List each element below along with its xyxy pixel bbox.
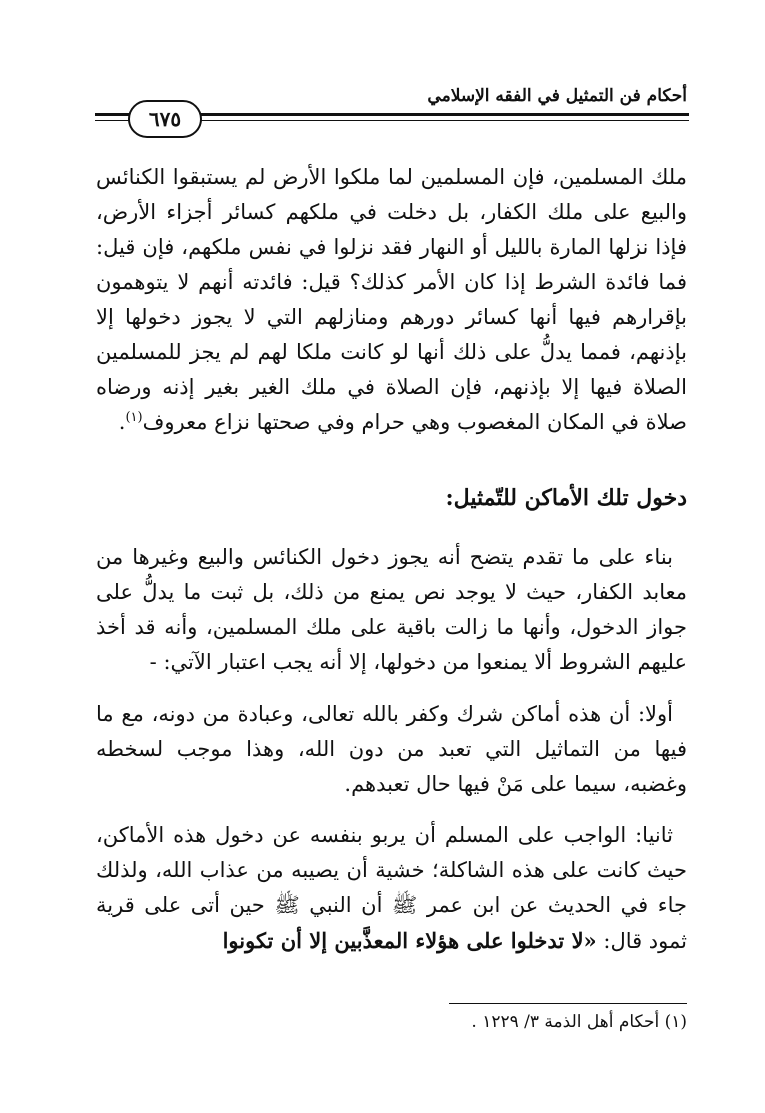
paragraph-4 bbox=[96, 818, 687, 959]
paragraph-2-text: بناء على ما تقدم يتضح أنه يجوز دخول الكنائس والبيع وغيرها من معابد الكفار، حيث لا يوجد نص يمنع من ذلك، بل ثبت ما يدلُّ على جواز الدخول، وأنها ما زالت باقية على ملك المسلمين، وأنه قد أخذ عليهم الشروط ألا يمنعوا من دخولها، إلا أنه يجب اعتبار الآتي: - bbox=[96, 545, 687, 674]
page-number: ٦٧٥ bbox=[128, 100, 202, 138]
footnote: (١) أحكام أهل الذمة ٣/ ١٢٢٩ . bbox=[471, 1012, 687, 1032]
footnote-marker: (١) bbox=[125, 410, 143, 425]
header-rule-left-thin bbox=[95, 120, 128, 121]
footnote-separator bbox=[449, 1003, 687, 1004]
paragraph-1-text: ملك المسلمين، فإن المسلمين لما ملكوا الأرض لم يستبقوا الكنائس والبيع على ملك الكفار، بل دخلت في ملكهم كسائر أجزاء الأرض، فإذا نزلها المارة بالليل أو النهار فقد نزلوا في نفس ملكهم، فإن قيل: فما فائدة الشرط إذا كان الأمر كذلك؟ قيل: فائدته أنهم لا يتوهمون بإقرارهم فيها أنها كسائر دورهم ومنازلهم التي لا يجوز دخولها إلا بإذنهم، فمما يدلُّ على ذلك أنها لو كانت ملكا لهم لم يجز للمسلمين الصلاة فيها إلا بإذنهم، فإن الصلاة في ملك الغير بغير إذنه ورضاه صلاة في المكان المغصوب وهي حرام وفي صحتها نزاع معروف bbox=[96, 165, 687, 434]
section-heading: دخول تلك الأماكن للتّمثيل: bbox=[445, 485, 687, 511]
paragraph-1-end: . bbox=[118, 410, 126, 434]
running-header-title: أحكام فن التمثيل في الفقه الإسلامي bbox=[427, 86, 687, 106]
paragraph-3 bbox=[96, 697, 687, 802]
header-rule-left-thick bbox=[95, 113, 128, 116]
paragraph-4-text: ثانيا: الواجب على المسلم أن يربو بنفسه عن دخول هذه الأماكن، حيث كانت على هذه الشاكلة؛ خشية أن يصيبه من عذاب الله، ولذلك جاء في الحديث عن ابن عمر ﷺ أن النبي ﷺ حين أتى على قرية ثمود قال: bbox=[96, 823, 687, 953]
paragraph-2 bbox=[96, 540, 687, 680]
paragraph-1 bbox=[96, 160, 687, 440]
paragraph-3-text: أولا: أن هذه أماكن شرك وكفر بالله تعالى، وعبادة من دونه، مع ما فيها من التماثيل التي تعبد من دون الله، وهذا موجب لسخطه وغضبه، سيما على مَنْ فيها حال تعبدهم. bbox=[96, 702, 687, 796]
hadith-quote: «لا تدخلوا على هؤلاء المعذَّبين إلا أن تكونوا bbox=[222, 928, 597, 953]
